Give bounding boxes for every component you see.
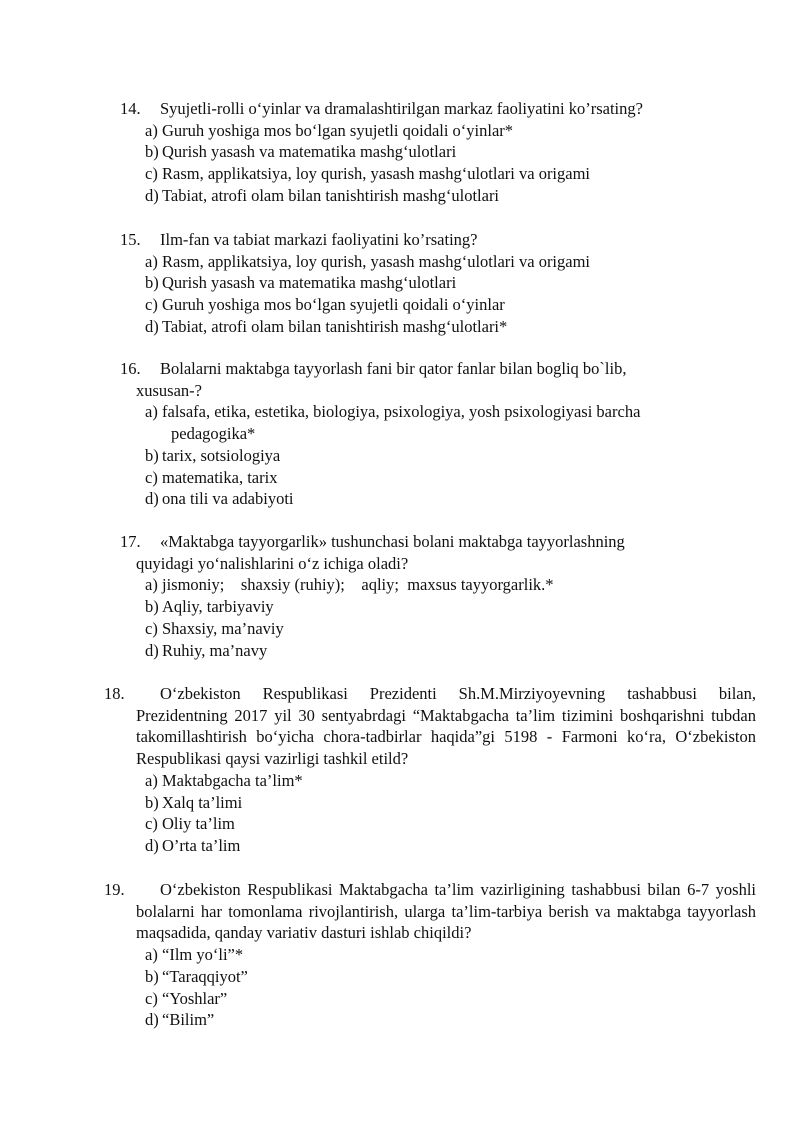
option-text: Qurish yasash va matematika mashg‘ulotlari	[162, 142, 457, 162]
option-letter: a)	[145, 770, 158, 790]
option-letter: d)	[145, 1010, 159, 1030]
question-text	[120, 229, 760, 251]
question-stem: O‘zbekiston Respublikasi Maktabgacha ta’lim vazirligining tashabbusi bilan 6-7 yoshli bolalarni har tomonlama rivojlantirish, ularga ta’lim-tarbiya berish va maktabga tayyorlash maqsadida, qanday variativ dasturi ishlab chiqildi?	[136, 880, 756, 943]
option-letter: c)	[145, 814, 158, 834]
question-stem: O‘zbekiston Respublikasi Prezidenti Sh.M.Mirziyoyevning tashabbusi bilan, Prezidentning 2017 yil 30 sentyabrdagi “Maktabgacha ta’lim tizimini boshqarishni tubdan takomillashtirish bo‘yicha chora-tadbirlar haqida”gi 5198 - Farmoni ko‘ra, O‘zbekiston Respublikasi qaysi vazirligi tashkil etild?	[136, 684, 756, 769]
option-letter: b)	[145, 792, 159, 812]
option-b[interactable]	[0, 966, 722, 988]
option-d[interactable]	[0, 835, 722, 857]
option-d[interactable]	[0, 640, 722, 662]
option-text: tarix, sotsiologiya	[162, 445, 281, 465]
option-a[interactable]	[0, 120, 722, 142]
question-text	[104, 879, 756, 944]
option-text: “Ilm yo‘li”*	[162, 945, 244, 965]
option-a[interactable]	[0, 944, 722, 966]
question-text-continued: xususan-?	[136, 380, 202, 400]
option-d[interactable]	[0, 185, 722, 207]
option-b[interactable]	[0, 596, 722, 618]
question-19	[0, 879, 800, 1031]
option-letter: a)	[145, 945, 158, 965]
option-letter: b)	[145, 966, 159, 986]
option-b[interactable]	[0, 792, 722, 814]
option-text: ona tili va adabiyoti	[162, 489, 294, 509]
question-16	[0, 358, 800, 510]
question-number: 14.	[120, 99, 141, 118]
option-letter: d)	[145, 835, 159, 855]
option-letter: c)	[145, 164, 158, 184]
option-text: falsafa, etika, estetika, biologiya, psixologiya, yosh psixologiyasi barcha	[162, 402, 641, 422]
option-d[interactable]	[0, 316, 722, 338]
option-b[interactable]	[0, 445, 722, 467]
option-text: Oliy ta’lim	[162, 814, 235, 834]
option-letter: d)	[145, 316, 159, 336]
option-c[interactable]	[0, 294, 722, 316]
option-text: Guruh yoshiga mos bo‘lgan syujetli qoidali o‘yinlar*	[162, 120, 514, 140]
question-text	[120, 531, 760, 553]
option-a[interactable]	[0, 401, 722, 444]
question-stem: Syujetli-rolli o‘yinlar va dramalashtirilgan markaz faoliyatini ko’rsating?	[160, 99, 643, 118]
option-b[interactable]	[0, 272, 722, 294]
question-number: 18.	[104, 684, 125, 703]
option-letter: b)	[145, 597, 159, 617]
option-c[interactable]	[0, 467, 722, 489]
option-text: “Taraqqiyot”	[162, 966, 248, 986]
question-number: 15.	[120, 230, 141, 249]
option-text: Rasm, applikatsiya, loy qurish, yasash mashg‘ulotlari va origami	[162, 251, 591, 271]
option-letter: d)	[145, 489, 159, 509]
question-stem: Bolalarni maktabga tayyorlash fani bir qator fanlar bilan bogliq bo`lib,	[160, 359, 627, 378]
option-text: Maktabgacha ta’lim*	[162, 770, 303, 790]
options-list	[0, 770, 800, 857]
option-letter: c)	[145, 988, 158, 1008]
question-text	[120, 358, 760, 380]
option-text: Tabiat, atrofi olam bilan tanishtirish mashg‘ulotlari*	[162, 316, 508, 336]
option-text: Guruh yoshiga mos bo‘lgan syujetli qoidali o‘yinlar	[162, 295, 505, 315]
option-d[interactable]	[0, 1009, 722, 1031]
option-text: “Yoshlar”	[162, 988, 228, 1008]
option-letter: d)	[145, 185, 159, 205]
option-text: Rasm, applikatsiya, loy qurish, yasash mashg‘ulotlari va origami	[162, 164, 591, 184]
options-list	[0, 120, 800, 207]
question-stem: Ilm-fan va tabiat markazi faoliyatini ko’rsating?	[160, 230, 478, 249]
question-text	[120, 98, 760, 120]
options-list	[0, 401, 800, 510]
option-letter: c)	[145, 295, 158, 315]
option-text-continued: pedagogika*	[171, 424, 256, 444]
option-text: “Bilim”	[162, 1010, 215, 1030]
option-letter: d)	[145, 640, 159, 660]
question-17	[0, 531, 800, 661]
question-14	[0, 98, 800, 207]
option-text: Shaxsiy, ma’naviy	[162, 618, 284, 638]
option-a[interactable]	[0, 770, 722, 792]
options-list	[0, 251, 800, 338]
question-18	[0, 683, 800, 857]
option-d[interactable]	[0, 488, 722, 510]
option-a[interactable]	[0, 251, 722, 273]
option-text: Tabiat, atrofi olam bilan tanishtirish mashg‘ulotlari	[162, 185, 500, 205]
question-15	[0, 229, 800, 338]
option-letter: b)	[145, 273, 159, 293]
option-c[interactable]	[0, 618, 722, 640]
option-c[interactable]	[0, 163, 722, 185]
option-letter: b)	[145, 445, 159, 465]
options-list	[0, 944, 800, 1031]
question-number: 19.	[104, 880, 125, 899]
option-letter: c)	[145, 618, 158, 638]
option-text: Qurish yasash va matematika mashg‘ulotlari	[162, 273, 457, 293]
options-list	[0, 574, 800, 661]
option-a[interactable]	[0, 574, 722, 596]
question-text-continued: quyidagi yo‘nalishlarini o‘z ichiga oladi?	[136, 553, 409, 573]
option-letter: a)	[145, 575, 158, 595]
option-letter: a)	[145, 251, 158, 271]
option-c[interactable]	[0, 988, 722, 1010]
question-text	[104, 683, 756, 770]
option-letter: a)	[145, 120, 158, 140]
option-text: matematika, tarix	[162, 467, 278, 487]
option-letter: c)	[145, 467, 158, 487]
option-text: Ruhiy, ma’navy	[162, 640, 268, 660]
option-letter: b)	[145, 142, 159, 162]
option-b[interactable]	[0, 141, 722, 163]
option-c[interactable]	[0, 813, 722, 835]
option-letter: a)	[145, 402, 158, 422]
option-text: jismoniy; shaxsiy (ruhiy); aqliy; maxsus tayyorgarlik.*	[162, 575, 554, 595]
question-number: 17.	[120, 532, 141, 551]
option-text: Xalq ta’limi	[162, 792, 243, 812]
question-stem: «Maktabga tayyorgarlik» tushunchasi bolani maktabga tayyorlashning	[160, 532, 625, 551]
option-text: O’rta ta’lim	[162, 835, 241, 855]
question-number: 16.	[120, 359, 141, 378]
option-text: Aqliy, tarbiyaviy	[162, 597, 274, 617]
